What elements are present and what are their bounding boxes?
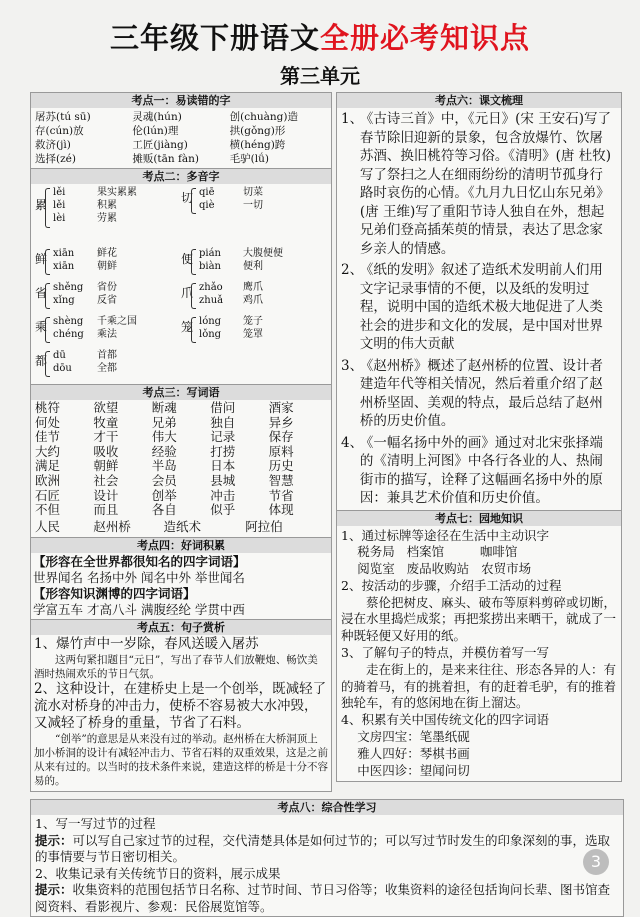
vocab-word: 欧洲 bbox=[35, 472, 61, 488]
idiom-row-3: 中医四诊：望闻问切 bbox=[357, 762, 470, 778]
polyphone-row bbox=[53, 315, 137, 328]
sentence-2: 2、这种设计，在建桥史上是一个创举，既减轻了流水对桥身的冲击力，使桥不容易被大水冲毁，又减轻了桥身的重量，节省了石料。 bbox=[34, 681, 327, 732]
vocab-word: 何处 bbox=[35, 414, 61, 430]
word-item: 救济(jì) bbox=[35, 139, 71, 151]
garden-item-3-text: 走在街上的，是来来往往、形态各异的人：有的骑着马，有的挑着担，有的赶着毛驴，有的推着独轮车，有的悠闲地在街上溜达。 bbox=[341, 661, 617, 711]
garden-item-4: 4、积累有关中国传统文化的四字词语 bbox=[341, 712, 549, 728]
polyphone-row bbox=[53, 247, 117, 260]
vocab-word: 石匠 bbox=[35, 487, 61, 503]
garden-item-2-text: 蔡伦把树皮、麻头、破布等原料剪碎或切断，浸在水里捣烂成浆；再把浆捞出来晒干，就成了一种既轻便又好用的纸。 bbox=[341, 594, 617, 644]
garden-item-1: 1、通过标牌等途径在生活中主动识字 bbox=[341, 527, 549, 543]
section-2-heading: 考点二：多音字 bbox=[31, 169, 331, 184]
pinyin: lǒng bbox=[199, 329, 222, 340]
idiom-group-2: 学富五车 才高八斗 满腹经纶 学贯中西 bbox=[33, 602, 245, 618]
example-word: 果实累累 bbox=[97, 187, 137, 198]
polyphone-char: 累 bbox=[35, 198, 48, 212]
example-word: 笼子 bbox=[243, 316, 263, 327]
polyphone-row bbox=[53, 199, 137, 212]
vocab-word: 节省 bbox=[268, 487, 294, 503]
polyphone-rows bbox=[199, 247, 283, 273]
example-word: 大腹便便 bbox=[243, 248, 283, 259]
section-8-heading: 考点八：综合性学习 bbox=[31, 800, 623, 815]
activity-1: 1、写一写过节的过程 bbox=[35, 816, 156, 831]
idiom-row-2: 雅人四好：琴棋书画 bbox=[357, 745, 470, 761]
section-6 bbox=[336, 92, 622, 511]
word-item: 拱(gǒng)形 bbox=[229, 125, 286, 137]
garden-item-3: 3、了解句子的特点，并模仿着写一写 bbox=[341, 645, 549, 661]
title-black: 三年级下册语文 bbox=[109, 21, 320, 55]
polyphone-row bbox=[199, 247, 283, 260]
section-4-heading: 考点四：好词积累 bbox=[31, 538, 331, 553]
polyphone-row bbox=[53, 281, 117, 294]
summary-item bbox=[341, 357, 615, 431]
page-number: 3 bbox=[583, 849, 609, 875]
brace-icon bbox=[45, 283, 50, 309]
pinyin: chéng bbox=[53, 329, 84, 340]
polyphone-char: 乘 bbox=[35, 320, 48, 334]
pinyin: lèi bbox=[53, 213, 66, 224]
brace-icon bbox=[191, 249, 196, 275]
vocab-word: 断魂 bbox=[151, 400, 177, 415]
section-7-heading: 考点七：园地知识 bbox=[337, 511, 621, 526]
idiom-group-1: 世界闻名 名扬中外 闻名中外 举世闻名 bbox=[33, 570, 245, 586]
idiom-row-1: 文房四宝：笔墨纸砚 bbox=[357, 729, 470, 745]
summary-item bbox=[341, 261, 615, 354]
vocab-word: 经验 bbox=[151, 443, 177, 459]
section-1-heading: 考点一：易读错的字 bbox=[31, 93, 331, 108]
polyphone-char: 笼 bbox=[181, 320, 194, 334]
vocab-word: 桃符 bbox=[35, 400, 61, 415]
polyphone-rows bbox=[199, 315, 263, 341]
polyphone-char: 都 bbox=[35, 354, 48, 368]
vocab-word: 创举 bbox=[151, 487, 177, 503]
word-item: 选择(zé) bbox=[35, 153, 76, 165]
polyphone-char: 爪 bbox=[181, 286, 194, 300]
section-3 bbox=[30, 385, 332, 538]
tip-label: 提示： bbox=[35, 832, 73, 848]
sign-row-1: 税务局 档案馆 咖啡馆 bbox=[357, 544, 518, 560]
example-word: 全都 bbox=[97, 363, 117, 374]
polyphone-row bbox=[199, 281, 263, 294]
brace-icon bbox=[45, 351, 50, 377]
vocab-word: 异乡 bbox=[268, 414, 294, 430]
word-item: 存(cún)放 bbox=[35, 125, 84, 137]
vocab-word: 不但 bbox=[35, 502, 61, 518]
polyphone-rows bbox=[53, 315, 137, 341]
pinyin: shěng bbox=[53, 282, 84, 293]
example-word: 积累 bbox=[97, 200, 117, 211]
example-word: 乘法 bbox=[97, 329, 117, 340]
example-word: 便利 bbox=[243, 261, 263, 272]
example-word: 千乘之国 bbox=[97, 316, 137, 327]
polyphone-row bbox=[199, 186, 263, 199]
left-column bbox=[30, 92, 332, 792]
vocab-word: 赵州桥 bbox=[93, 518, 131, 534]
right-column bbox=[336, 92, 622, 782]
title-red: 全册必考知识点 bbox=[320, 21, 531, 55]
section-1 bbox=[30, 92, 332, 169]
vocabulary-grid bbox=[31, 400, 331, 519]
word-item: 屠苏(tú sū) bbox=[35, 111, 91, 123]
vocab-word: 人民 bbox=[35, 518, 61, 534]
vocab-word: 大约 bbox=[35, 443, 61, 459]
pinyin: zhuǎ bbox=[199, 295, 224, 306]
polyphone-row bbox=[53, 328, 137, 341]
example-word: 朝鲜 bbox=[97, 261, 117, 272]
word-item: 横(héng)跨 bbox=[229, 139, 286, 151]
brace-icon bbox=[191, 188, 196, 214]
brace-icon bbox=[45, 317, 50, 343]
example-word: 切菜 bbox=[243, 187, 263, 198]
vocab-word: 保存 bbox=[268, 429, 294, 445]
vocab-word: 历史 bbox=[268, 458, 294, 474]
vocab-word: 酒家 bbox=[268, 400, 294, 415]
vocab-word: 伟大 bbox=[151, 429, 177, 445]
unit-title: 第三单元 bbox=[280, 64, 360, 88]
section-2 bbox=[30, 169, 332, 385]
word-item: 毛驴(lǘ) bbox=[229, 153, 269, 165]
activity-2: 2、收集记录有关传统节日的资料，展示成果 bbox=[35, 865, 281, 881]
polyphone-row bbox=[53, 212, 137, 225]
vocab-word: 吸收 bbox=[93, 443, 119, 459]
polyphone-row bbox=[199, 315, 263, 328]
item-number: 1、 bbox=[341, 111, 364, 127]
pinyin: dōu bbox=[53, 363, 72, 374]
example-word: 省份 bbox=[97, 282, 117, 293]
section-5 bbox=[30, 620, 332, 792]
polyphone-row bbox=[53, 294, 117, 307]
word-item: 创(chuàng)造 bbox=[229, 111, 298, 123]
activity-2-tip bbox=[35, 882, 619, 915]
vocab-word: 似乎 bbox=[210, 502, 236, 518]
pinyin: xiān bbox=[53, 261, 75, 272]
word-item: 伦(lún)理 bbox=[132, 125, 179, 137]
section-5-heading: 考点五：句子赏析 bbox=[31, 620, 331, 635]
polyphone-rows bbox=[199, 186, 263, 212]
vocab-word: 满足 bbox=[35, 458, 61, 474]
word-item: 灵魂(hún) bbox=[132, 111, 182, 123]
vocab-word: 冲击 bbox=[210, 487, 236, 503]
activity-1-tip bbox=[35, 833, 619, 866]
polyphone-char: 鲜 bbox=[35, 252, 48, 266]
polyphone-char: 便 bbox=[181, 252, 194, 266]
polyphone-list bbox=[31, 184, 331, 384]
vocab-word: 各自 bbox=[151, 502, 177, 518]
pinyin: biàn bbox=[199, 261, 222, 272]
item-text: 《纸的发明》叙述了造纸术发明前人们用文字记录事情的不便，以及纸的发明过程，说明中国的造纸术极大地促进了人类社会的进步和文化的发展，是中国对世界文明的伟大贡献 bbox=[359, 262, 603, 352]
summary-item bbox=[341, 110, 615, 258]
vocab-word: 设计 bbox=[93, 487, 119, 503]
vocab-word: 体现 bbox=[268, 502, 294, 518]
section-8 bbox=[30, 799, 624, 917]
vocab-word: 半岛 bbox=[151, 458, 177, 474]
pinyin: qiē bbox=[199, 187, 215, 198]
polyphone-char: 省 bbox=[35, 286, 48, 300]
polyphone-rows bbox=[199, 281, 263, 307]
example-word: 反省 bbox=[97, 295, 117, 306]
vocab-word: 社会 bbox=[93, 472, 119, 488]
word-item: 摊贩(tān fàn) bbox=[132, 153, 200, 165]
pinyin: shèng bbox=[53, 316, 84, 327]
pinyin: lóng bbox=[199, 316, 222, 327]
idiom-group-2-heading: 【形容知识渊博的四字词语】 bbox=[33, 586, 196, 602]
vocab-word: 兄弟 bbox=[151, 414, 177, 430]
vocab-word: 日本 bbox=[210, 458, 236, 474]
polyphone-row bbox=[53, 362, 117, 375]
polyphone-row bbox=[53, 186, 137, 199]
example-word: 劳累 bbox=[97, 213, 117, 224]
polyphone-row bbox=[53, 349, 117, 362]
example-word: 鸡爪 bbox=[243, 295, 263, 306]
vocab-word: 而且 bbox=[93, 502, 119, 518]
vocab-word: 才干 bbox=[93, 429, 119, 445]
item-number: 3、 bbox=[341, 357, 364, 374]
pinyin: pián bbox=[199, 248, 222, 259]
pinyin: dū bbox=[53, 350, 66, 361]
pinyin: lěi bbox=[53, 187, 66, 198]
vocab-word: 原料 bbox=[268, 443, 294, 459]
polyphone-row bbox=[53, 260, 117, 273]
polyphone-rows bbox=[53, 281, 117, 307]
vocab-word: 独自 bbox=[210, 414, 236, 430]
item-number: 2、 bbox=[341, 262, 364, 278]
brace-icon bbox=[191, 317, 196, 343]
vocab-word: 阿拉伯 bbox=[245, 518, 283, 534]
vocab-word: 记录 bbox=[210, 429, 236, 445]
example-word: 笼罩 bbox=[243, 329, 263, 340]
polyphone-row bbox=[199, 328, 263, 341]
word-item: 工匠(jiàng) bbox=[132, 139, 188, 151]
text-summary-list bbox=[337, 108, 621, 510]
polyphone-row bbox=[199, 294, 263, 307]
item-number: 4、 bbox=[341, 434, 364, 451]
polyphone-rows bbox=[53, 349, 117, 375]
sentence-1-analysis: 这两句紧扣题目“元日”，写出了春节人们放鞭炮、畅饮美酒时热闹欢乐的节日气氛。 bbox=[34, 654, 318, 681]
polyphone-char: 切 bbox=[181, 191, 194, 205]
example-word: 首都 bbox=[97, 350, 117, 361]
vocab-word: 牧童 bbox=[93, 414, 119, 430]
item-text: 《一幅名扬中外的画》通过对北宋张择端的《清明上河图》中各行各业的人、热闹街市的描写，诠释了这幅画名扬中外的原因：兼具艺术价值和历史价值。 bbox=[359, 434, 603, 506]
garden-item-2: 2、按活动的步骤，介绍手工活动的过程 bbox=[341, 577, 562, 593]
brace-icon bbox=[45, 188, 50, 228]
page-title bbox=[0, 16, 640, 57]
brace-icon bbox=[45, 249, 50, 275]
item-text: 《赵州桥》概述了赵州桥的位置、设计者建造年代等相关情况，然后着重介绍了赵州桥坚固、美观的特点，最后总结了赵州桥的历史价值。 bbox=[359, 357, 603, 429]
pinyin: xǐng bbox=[53, 295, 75, 306]
pinyin: qiè bbox=[199, 200, 215, 211]
section-7 bbox=[336, 511, 622, 783]
brace-icon bbox=[191, 283, 196, 309]
polyphone-row bbox=[199, 199, 263, 212]
tip-label: 提示： bbox=[35, 882, 73, 897]
sentence-1: 1、爆竹声中一岁除，春风送暖入屠苏 bbox=[34, 636, 259, 653]
vocab-word: 佳节 bbox=[35, 429, 61, 445]
pinyin: zhǎo bbox=[199, 282, 223, 293]
vocab-word: 县城 bbox=[210, 472, 236, 488]
vocab-word: 会员 bbox=[151, 472, 177, 488]
item-text: 《古诗三首》中，《元日》(宋 王安石)写了春节除旧迎新的景象，包含放爆竹、饮屠苏酒、换旧桃符等习俗。《清明》(唐 杜牧)写了祭扫之人在细雨纷纷的清明节孤身行路时哀伤的心情。《九月九日忆山东兄弟》(唐 王维)写了重阳节诗人独自在外，想起兄弟们登高插茱萸的情景，表达了思念家乡亲人的情感。 bbox=[359, 111, 611, 257]
example-word: 鹰爪 bbox=[243, 282, 263, 293]
pinyin: lěi bbox=[53, 200, 66, 211]
pinyin: xiān bbox=[53, 248, 75, 259]
tip-text: 收集资料的范围包括节日名称、过节时间、节日习俗等；收集资料的途径包括询问长辈、图书馆查阅资料、看影视片、参观：民俗展览馆等。 bbox=[35, 882, 611, 914]
vocabulary-last-row bbox=[31, 519, 331, 538]
polyphone-rows bbox=[53, 186, 137, 225]
example-word: 鲜花 bbox=[97, 248, 117, 259]
idiom-group-1-heading: 【形容在全世界都很知名的四字词语】 bbox=[33, 554, 246, 570]
vocab-word: 朝鲜 bbox=[93, 458, 119, 474]
section-4 bbox=[30, 538, 332, 620]
polyphone-row bbox=[199, 260, 283, 273]
vocab-word: 智慧 bbox=[268, 472, 294, 488]
vocab-word: 打捞 bbox=[210, 443, 236, 459]
easy-mistake-word-list bbox=[31, 108, 331, 168]
example-word: 一切 bbox=[243, 200, 263, 211]
summary-item bbox=[341, 434, 615, 508]
vocab-word: 欲望 bbox=[93, 400, 119, 415]
section-3-heading: 考点三：写词语 bbox=[31, 385, 331, 400]
section-6-heading: 考点六：课文梳理 bbox=[337, 93, 621, 108]
vocab-word: 借问 bbox=[210, 400, 236, 415]
tip-text: 可以写自己家过节的过程，交代清楚具体是如何过节的；可以写过节时发生的印象深刻的事，选取的事情要与节日密切相关。 bbox=[35, 832, 611, 864]
polyphone-rows bbox=[53, 247, 117, 273]
sentence-2-analysis: “创举”的意思是从来没有过的举动。赵州桥在大桥洞顶上加小桥洞的设计有减轻冲击力、节省石料的双重效果，这是之前从来有过的。以当时的技术条件来说，建造这样的桥是十分不容易的。 bbox=[34, 733, 328, 788]
sign-row-2: 阅览室 废品收购站 农贸市场 bbox=[357, 561, 532, 577]
vocab-word: 造纸术 bbox=[163, 518, 201, 534]
